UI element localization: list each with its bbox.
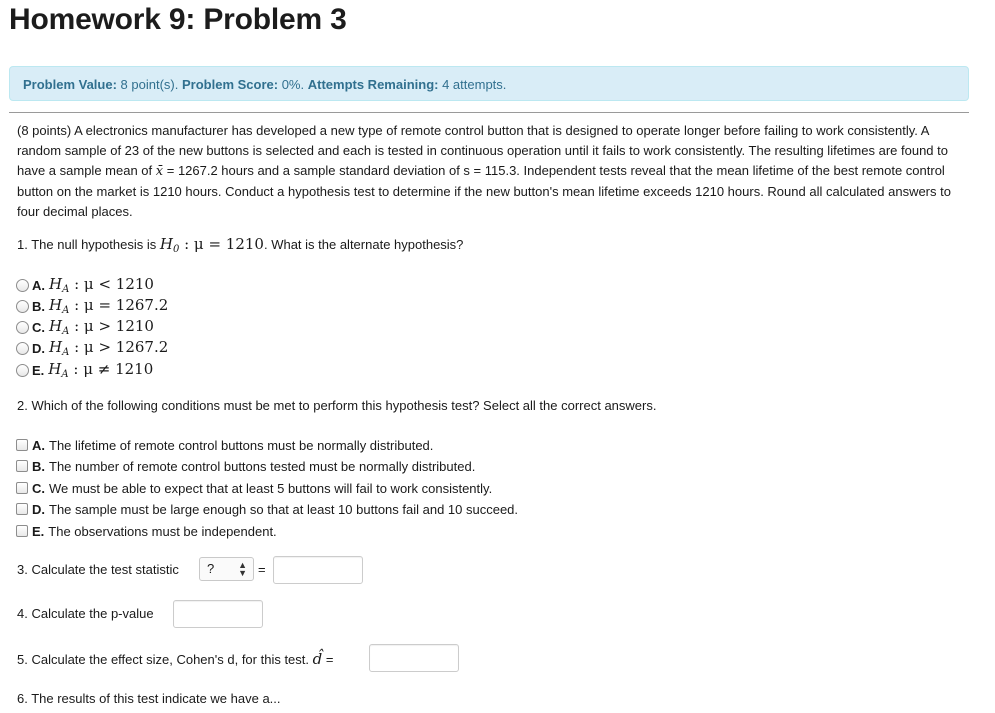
page-title: Homework 9: Problem 3 [9, 3, 347, 36]
option-letter: A. [32, 437, 45, 453]
option-letter: C. [32, 319, 45, 335]
problem-statement-part1: (8 points) A electronics manufacturer has developed a new type of remote control button that is designed to operate longer before failing to work consistently. A random sample of 23 of the new buttons is selected and each is tested in continuous operation until it fails to work consistently. The resulting lifetimes are found to have a sample mean of [17, 123, 948, 178]
question-4: 4. Calculate the p-value [17, 606, 154, 621]
option-text: We must be able to expect that at least 5 buttons will fail to work consistently. [49, 480, 493, 496]
p-value-input[interactable] [173, 600, 263, 628]
q2-option-a[interactable] [16, 435, 433, 455]
radio-button[interactable] [16, 279, 29, 292]
question-6: 6. The results of this test indicate we have a... [17, 691, 281, 706]
q5-equals: = [325, 652, 334, 667]
radio-button[interactable] [16, 364, 29, 377]
q2-option-c[interactable] [16, 478, 492, 498]
checkbox[interactable] [16, 482, 28, 494]
option-text: The observations must be independent. [48, 523, 277, 539]
null-hypothesis [160, 235, 264, 253]
xbar-symbol: x̄ [155, 164, 164, 179]
question-3: 3. Calculate the test statistic [17, 562, 179, 577]
problem-score-label: Problem Score: [181, 77, 279, 92]
problem-info-banner [9, 66, 969, 101]
option-sub: A [61, 369, 69, 380]
q2-option-b[interactable] [16, 456, 475, 476]
select-value: ? [207, 561, 215, 576]
option-letter: A. [32, 277, 45, 293]
option-math [49, 296, 168, 316]
option-sub: A [62, 305, 70, 316]
problem-value-label: Problem Value: [23, 77, 117, 92]
test-statistic-select[interactable] [199, 557, 254, 581]
option-letter: B. [32, 298, 45, 314]
option-letter: D. [32, 501, 45, 517]
option-relation: : μ = 1267.2 [74, 296, 169, 314]
q1-suffix: . What is the alternate hypothesis? [263, 237, 464, 252]
option-letter: E. [32, 523, 45, 539]
null-h: H [159, 235, 173, 253]
select-arrows-icon: ▲ ▼ [238, 560, 247, 578]
q1-prefix: 1. The null hypothesis is [17, 237, 157, 252]
option-relation: : μ > 1267.2 [74, 338, 169, 356]
option-h: H [49, 338, 63, 356]
option-sub: A [62, 284, 70, 295]
radio-button[interactable] [16, 300, 29, 313]
q5-text: 5. Calculate the effect size, Cohen's d, for this test. [17, 652, 310, 667]
question-2: 2. Which of the following conditions must be met to perform this hypothesis test? Select all the correct answers. [17, 398, 657, 413]
problem-value: 8 point(s). [120, 77, 179, 92]
option-relation: : μ ≠ 1210 [73, 360, 154, 378]
option-sub: A [62, 326, 70, 337]
option-relation: : μ > 1210 [74, 317, 154, 335]
q1-option-c[interactable] [16, 317, 154, 337]
attempts-remaining: 4 attempts. [442, 77, 507, 92]
problem-statement-part2: = 1267.2 hours and a sample standard deviation of s = 115.3. Independent tests reveal that the mean lifetime of the best remote control button on the market is 1210 hours. Conduct a hypothesis test to determine if the new button's mean lifetime exceeds 1210 hours. Round all calculated answers to four decimal places. [17, 163, 951, 219]
divider [9, 112, 969, 113]
option-letter: C. [32, 480, 45, 496]
question-1 [17, 235, 463, 259]
attempts-label: Attempts Remaining: [307, 77, 439, 92]
q2-option-d[interactable] [16, 499, 518, 519]
radio-button[interactable] [16, 321, 29, 334]
option-sub: A [62, 347, 70, 358]
option-math [49, 317, 154, 337]
q1-option-a[interactable] [16, 275, 154, 295]
question-5 [17, 650, 333, 669]
option-text: The number of remote control buttons tested must be normally distributed. [49, 458, 476, 474]
checkbox[interactable] [16, 439, 28, 451]
test-statistic-input[interactable] [273, 556, 363, 584]
option-h: H [49, 317, 63, 335]
null-relation: : μ = 1210 [184, 235, 264, 253]
option-h: H [49, 275, 63, 293]
option-relation: : μ < 1210 [74, 275, 154, 293]
option-math [49, 275, 154, 295]
option-h: H [49, 296, 63, 314]
q1-option-b[interactable] [16, 296, 168, 316]
q2-option-e[interactable] [16, 521, 277, 541]
q1-option-e[interactable] [16, 360, 153, 380]
radio-button[interactable] [16, 342, 29, 355]
option-text: The sample must be large enough so that at least 10 buttons fail and 10 succeed. [49, 501, 519, 517]
option-letter: D. [32, 340, 45, 356]
problem-statement [17, 121, 952, 222]
checkbox[interactable] [16, 460, 28, 472]
problem-score: 0%. [281, 77, 305, 92]
option-letter: E. [32, 362, 45, 378]
checkbox[interactable] [16, 503, 28, 515]
option-letter: B. [32, 458, 45, 474]
null-sub: 0 [172, 244, 180, 255]
q3-equals: = [258, 562, 266, 577]
checkbox[interactable] [16, 525, 28, 537]
effect-size-input[interactable] [369, 644, 459, 672]
option-h: H [48, 360, 62, 378]
d-hat-symbol: d̂ [312, 650, 323, 668]
option-text: The lifetime of remote control buttons must be normally distributed. [49, 437, 434, 453]
option-math [48, 360, 153, 380]
option-math [49, 338, 168, 358]
q1-option-d[interactable] [16, 338, 168, 358]
